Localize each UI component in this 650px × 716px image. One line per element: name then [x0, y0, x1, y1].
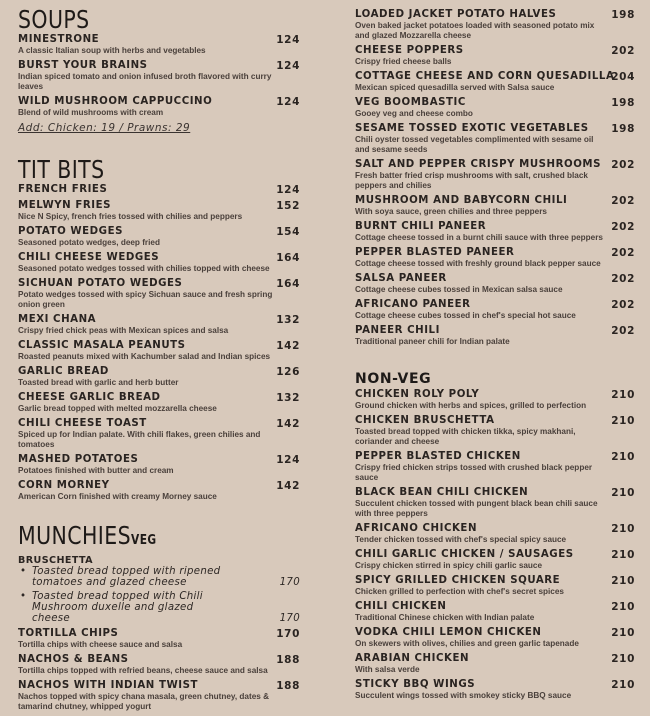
- variant-text: Toasted bread topped with ripened tomatoes and glazed cheese: [32, 566, 221, 588]
- item-description: Chicken grilled to perfection with chef's secret spices: [355, 587, 564, 596]
- menu-item: [355, 415, 635, 447]
- munchies-section: [18, 522, 300, 712]
- menu-item: [18, 418, 300, 450]
- item-description: On skewers with olives, chilies and green garlic tapenade: [355, 639, 579, 648]
- item-price: 202: [611, 299, 635, 311]
- item-price: 126: [276, 366, 300, 378]
- menu-item: [355, 575, 635, 597]
- menu-item: [18, 340, 300, 362]
- item-price: 152: [276, 200, 300, 212]
- menu-item: [355, 45, 635, 67]
- item-description: Potatoes finished with butter and cream: [18, 466, 174, 475]
- menu-item: [355, 601, 635, 623]
- menu-item: [18, 654, 300, 676]
- item-description: Potato wedges tossed with spicy Sichuan sauce and fresh spring onion green: [18, 290, 273, 309]
- item-price: 210: [611, 523, 635, 535]
- item-name: AFRICANO CHICKEN: [355, 523, 478, 534]
- menu-item: [355, 71, 635, 93]
- item-name: SICHUAN POTATO WEDGES: [18, 278, 183, 289]
- item-price: 124: [276, 184, 300, 196]
- item-name: SPICY GRILLED CHICKEN SQUARE: [355, 575, 561, 586]
- item-description: Toasted bread topped with chicken tikka, spicy makhani, coriander and cheese: [355, 427, 576, 446]
- menu-item: [18, 252, 300, 274]
- item-description: Toasted bread with garlic and herb butter: [18, 378, 179, 387]
- item-description: Crispy fried chick peas with Mexican spices and salsa: [18, 326, 229, 335]
- menu-item: [18, 628, 300, 650]
- item-description: Traditional paneer chili for Indian palate: [355, 337, 510, 346]
- item-price: 154: [276, 226, 300, 238]
- item-description: Seasoned potato wedges tossed with chilies topped with cheese: [18, 264, 270, 273]
- item-description: Crispy fried cheese balls: [355, 57, 452, 66]
- menu-item: [18, 200, 300, 222]
- item-price: 188: [276, 654, 300, 666]
- item-name: CHILI CHEESE WEDGES: [18, 252, 160, 263]
- item-description: Nice N Spicy, french fries tossed with chilies and peppers: [18, 212, 243, 221]
- item-name: NACHOS & BEANS: [18, 654, 129, 665]
- item-price: 210: [611, 679, 635, 691]
- item-price: 188: [276, 680, 300, 692]
- item-price: 210: [611, 575, 635, 587]
- item-price: 202: [611, 247, 635, 259]
- menu-item: [18, 278, 300, 310]
- item-name: BLACK BEAN CHILI CHICKEN: [355, 487, 529, 498]
- item-name: CHILI GARLIC CHICKEN / SAUSAGES: [355, 549, 574, 560]
- item-description: Roasted peanuts mixed with Kachumber salad and Indian spices: [18, 352, 271, 361]
- item-name: COTTAGE CHEESE AND CORN QUESADILLA: [355, 71, 615, 82]
- item-name: STICKY BBQ WINGS: [355, 679, 476, 690]
- soups-section: [18, 6, 300, 134]
- item-price: 210: [611, 549, 635, 561]
- item-name: VODKA CHILI LEMON CHICKEN: [355, 627, 542, 638]
- titbits-section: [18, 156, 300, 502]
- item-description: Garlic bread topped with melted mozzarella cheese: [18, 404, 217, 413]
- item-description: Tortilla chips topped with refried beans, cheese sauce and salsa: [18, 666, 268, 675]
- item-price: 202: [611, 221, 635, 233]
- bruschetta-variant: [18, 566, 300, 588]
- item-price: 124: [276, 34, 300, 46]
- item-name: VEG BOOMBASTIC: [355, 97, 466, 108]
- menu-item: [355, 389, 635, 411]
- item-price: 204: [611, 71, 635, 83]
- menu-item: [355, 123, 635, 155]
- item-name: BURST YOUR BRAINS: [18, 60, 148, 71]
- item-price: 210: [611, 389, 635, 401]
- bullet-icon: •: [20, 591, 27, 602]
- item-name: MINESTRONE: [18, 34, 100, 45]
- item-name: CHEESE POPPERS: [355, 45, 464, 56]
- item-name: MUSHROOM AND BABYCORN CHILI: [355, 195, 568, 206]
- item-name: CHEESE GARLIC BREAD: [18, 392, 161, 403]
- item-price: 170: [276, 628, 300, 640]
- menu-item: [355, 195, 635, 217]
- bruschetta-variant: [18, 591, 300, 624]
- item-price: 210: [611, 451, 635, 463]
- menu-item: [355, 549, 635, 571]
- item-name: BRUSCHETTA: [18, 555, 94, 566]
- item-description: Ground chicken with herbs and spices, grilled to perfection: [355, 401, 587, 410]
- menu-item: [355, 273, 635, 295]
- item-description: Chili oyster tossed vegetables complimented with sesame oil and sesame seeds: [355, 135, 594, 154]
- item-description: Seasoned potato wedges, deep fried: [18, 238, 160, 247]
- item-description: Tender chicken tossed with chef's special spicy sauce: [355, 535, 567, 544]
- menu-item: [355, 679, 635, 701]
- item-description: Nachos topped with spicy chana masala, green chutney, dates & tamarind chutney, whipped yogurt: [18, 692, 270, 711]
- item-description: Oven baked jacket potatoes loaded with seasoned potato mix and glazed Mozzarella cheese: [355, 21, 595, 40]
- item-name: CHICKEN ROLY POLY: [355, 389, 480, 400]
- item-price: 210: [611, 627, 635, 639]
- item-name: FRENCH FRIES: [18, 184, 108, 195]
- item-price: 142: [276, 340, 300, 352]
- menu-item: [355, 97, 635, 119]
- item-name: SESAME TOSSED EXOTIC VEGETABLES: [355, 123, 589, 134]
- item-price: 164: [276, 252, 300, 264]
- item-name: TORTILLA CHIPS: [18, 628, 119, 639]
- menu-item: [355, 9, 635, 41]
- item-name: LOADED JACKET POTATO HALVES: [355, 9, 557, 20]
- section-title-munchies: [18, 522, 249, 555]
- menu-item: [355, 221, 635, 243]
- menu-item: [18, 314, 300, 336]
- item-price: 124: [276, 96, 300, 108]
- variant-price: 170: [279, 613, 300, 624]
- item-description: Cottage cheese cubes tossed in chef's special hot sauce: [355, 311, 576, 320]
- menu-item: [355, 451, 635, 483]
- item-price: 202: [611, 195, 635, 207]
- item-name: PANEER CHILI: [355, 325, 440, 336]
- menu-item: [18, 96, 300, 118]
- menu-item: [18, 184, 300, 196]
- nonveg-list: [355, 389, 635, 701]
- item-description: Mexican spiced quesadilla served with Salsa sauce: [355, 83, 555, 92]
- item-price: 210: [611, 415, 635, 427]
- item-name: NACHOS WITH INDIAN TWIST: [18, 680, 198, 691]
- menu-item: [18, 60, 300, 92]
- item-price: 164: [276, 278, 300, 290]
- menu-item: [18, 392, 300, 414]
- item-price: 142: [276, 480, 300, 492]
- menu-item: [18, 226, 300, 248]
- soups-list: [18, 34, 300, 118]
- right-column: [355, 0, 635, 705]
- variant-price: 170: [279, 577, 300, 588]
- menu-item: [355, 523, 635, 545]
- item-description: Spiced up for Indian palate. With chili flakes, green chilies and tomatoes: [18, 430, 261, 449]
- menu-item: [355, 299, 635, 321]
- menu-item-bruschetta: [18, 555, 300, 624]
- item-description: Fresh batter fried crisp mushrooms with salt, crushed black peppers and chilies: [355, 171, 588, 190]
- menu-item: [355, 159, 635, 191]
- item-name: GARLIC BREAD: [18, 366, 109, 377]
- item-name: PEPPER BLASTED PANEER: [355, 247, 515, 258]
- item-name: CLASSIC MASALA PEANUTS: [18, 340, 186, 351]
- menu-item: [18, 480, 300, 502]
- item-description: Blend of wild mushrooms with cream: [18, 108, 164, 117]
- item-price: 202: [611, 159, 635, 171]
- section-title-titbits: TIT BITS: [18, 155, 105, 184]
- item-name: MASHED POTATOES: [18, 454, 139, 465]
- section-title-nonveg: NON-VEG: [355, 371, 432, 387]
- item-name: CHILI CHEESE TOAST: [18, 418, 147, 429]
- titbits-list: [18, 184, 300, 502]
- munchies-list: [18, 628, 300, 712]
- item-price: 132: [276, 314, 300, 326]
- item-name: PEPPER BLASTED CHICKEN: [355, 451, 521, 462]
- item-price: 142: [276, 418, 300, 430]
- section-title-soups: SOUPS: [18, 5, 90, 34]
- item-name: SALT AND PEPPER CRISPY MUSHROOMS: [355, 159, 601, 170]
- item-description: Succulent wings tossed with smokey sticky BBQ sauce: [355, 691, 572, 700]
- item-description: Cottage cheese tossed with freshly ground black pepper sauce: [355, 259, 601, 268]
- bullet-icon: •: [20, 566, 27, 577]
- variant-text: Toasted bread topped with Chili Mushroom duxelle and glazed cheese: [32, 591, 203, 624]
- veg-list: [355, 9, 635, 347]
- item-price: 210: [611, 487, 635, 499]
- item-name: CHICKEN BRUSCHETTA: [355, 415, 495, 426]
- item-price: 124: [276, 60, 300, 72]
- item-description: Tortilla chips with cheese sauce and salsa: [18, 640, 183, 649]
- item-price: 198: [611, 123, 635, 135]
- item-description: Cottage cheese cubes tossed in Mexican salsa sauce: [355, 285, 563, 294]
- item-price: 198: [611, 9, 635, 21]
- menu-item: [355, 653, 635, 675]
- menu-item: [355, 627, 635, 649]
- soups-addon-note: Add: Chicken: 19 / Prawns: 29: [18, 122, 191, 134]
- item-name: CORN MORNEY: [18, 480, 110, 491]
- munchies-veg-tag: VEG: [131, 533, 157, 548]
- menu-item: [18, 680, 300, 712]
- item-description: Cottage cheese tossed in a burnt chili sauce with three peppers: [355, 233, 603, 242]
- item-price: 198: [611, 97, 635, 109]
- item-name: WILD MUSHROOM CAPPUCCINO: [18, 96, 213, 107]
- item-description: Succulent chicken tossed with pungent black bean chili sauce with three peppers: [355, 499, 598, 518]
- item-price: 210: [611, 601, 635, 613]
- item-description: Crispy chicken stirred in spicy chili garlic sauce: [355, 561, 543, 570]
- item-description: Gooey veg and cheese combo: [355, 109, 473, 118]
- item-price: 202: [611, 273, 635, 285]
- item-name: CHILI CHICKEN: [355, 601, 447, 612]
- item-name: AFRICANO PANEER: [355, 299, 471, 310]
- item-name: BURNT CHILI PANEER: [355, 221, 487, 232]
- item-description: American Corn finished with creamy Morney sauce: [18, 492, 217, 501]
- item-price: 132: [276, 392, 300, 404]
- item-name: MELWYN FRIES: [18, 200, 111, 211]
- item-description: With salsa verde: [355, 665, 420, 674]
- item-description: Traditional Chinese chicken with Indian palate: [355, 613, 535, 622]
- munchies-title: MUNCHIES: [18, 521, 132, 550]
- item-price: 202: [611, 45, 635, 57]
- nonveg-section: [355, 371, 635, 701]
- menu-item: [18, 34, 300, 56]
- item-name: POTATO WEDGES: [18, 226, 123, 237]
- item-price: 210: [611, 653, 635, 665]
- item-name: SALSA PANEER: [355, 273, 447, 284]
- menu-item: [355, 247, 635, 269]
- item-name: MEXI CHANA: [18, 314, 97, 325]
- item-description: Indian spiced tomato and onion infused broth flavored with curry leaves: [18, 72, 272, 91]
- item-price: 202: [611, 325, 635, 337]
- bruschetta-variants: [18, 566, 300, 624]
- menu-item: [18, 366, 300, 388]
- menu-item: [355, 325, 635, 347]
- menu-item: [18, 454, 300, 476]
- item-description: With soya sauce, green chilies and three peppers: [355, 207, 547, 216]
- item-price: 124: [276, 454, 300, 466]
- item-description: Crispy fried chicken strips tossed with crushed black pepper sauce: [355, 463, 593, 482]
- left-column: [18, 0, 300, 716]
- item-name: ARABIAN CHICKEN: [355, 653, 470, 664]
- item-description: A classic Italian soup with herbs and vegetables: [18, 46, 206, 55]
- menu-item: [355, 487, 635, 519]
